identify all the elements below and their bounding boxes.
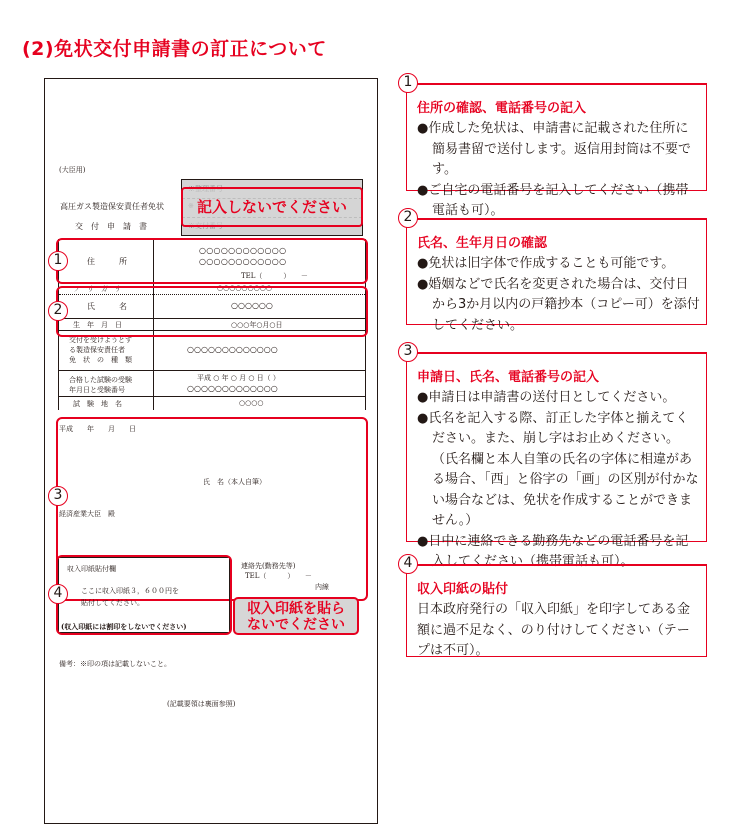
stamp-note: (収入印紙には割印をしないでください) <box>61 622 187 631</box>
address-tel: TEL（ ） － <box>241 272 308 280</box>
stamp-text-1: ここに収入印紙３，６００円を <box>81 587 179 595</box>
note-2-line-2: ●婚姻などで氏名を変更された場合は、交付日から3か月以内の戸籍抄本（コピー可）を添付してください。 <box>417 276 700 333</box>
minister-addressee: 経済産業大臣 殿 <box>59 510 115 518</box>
application-form <box>44 78 378 824</box>
stamp-title: 収入印紙貼付欄 <box>67 565 116 573</box>
note-4-title: 収入印紙の貼付 <box>417 582 509 597</box>
birth-label: 生 年 月 日 <box>73 321 122 329</box>
contact-extension: 内線 <box>315 583 329 591</box>
note-3-line-3: （氏名欄と本人自筆の氏名の字体に相違がある場合、「西」と俗字の「画」の区別が付かない場合などは、免状を作成することができません。） <box>432 451 699 528</box>
warn-no-stamp-line-2: ないでください <box>247 617 345 633</box>
site-placeholder: ○○○○ <box>239 399 264 407</box>
note-3-title: 申請日、氏名、電話番号の記入 <box>417 370 600 385</box>
contact-tel: TEL（ ） － <box>245 572 312 580</box>
address-label: 住 所 <box>87 257 127 266</box>
note-2-title: 氏名、生年月日の確認 <box>417 236 548 251</box>
site-label: 試 験 地 名 <box>73 400 122 408</box>
page-heading: (2)免状交付申請書の訂正について <box>22 38 327 60</box>
highlight-box-4 <box>56 555 232 635</box>
name-placeholder: ○○○○○○ <box>231 301 273 310</box>
note-4-line-1: 日本政府発行の「収入印紙」を印字してある金額に過不足なく、のり付けしてください（テープは不可）。 <box>417 602 691 658</box>
type-placeholder: ○○○○○○○○○○○○○ <box>187 345 278 354</box>
address-placeholder-2: ○○○○○○○○○○○○ <box>199 257 287 266</box>
type-label-2: る製造保安責任者 <box>69 346 125 354</box>
row-divider <box>59 370 365 371</box>
form-subtitle: 交 付 申 請 書 <box>75 222 147 231</box>
signature-label: 氏 名（本人自筆） <box>203 478 266 486</box>
note-2-number: 2 <box>398 208 418 228</box>
address-placeholder-1: ○○○○○○○○○○○○ <box>199 246 287 255</box>
form-footer: (記載要領は裏面参照) <box>167 700 236 708</box>
exam-label-2: 年月日と受験番号 <box>69 386 125 394</box>
note-1 <box>403 74 707 218</box>
application-date: 平成 年 月 日 <box>59 425 136 433</box>
type-label-1: 交付を受けようとす <box>69 336 132 344</box>
note-4-number: 4 <box>398 554 418 574</box>
note-3-line-4: ●日中に連絡できる勤務先などの電話番号を記入してください（携帯電話も可）。 <box>417 533 689 569</box>
note-3-line-1: ●申請日は申請書の送付日としてください。 <box>417 390 676 405</box>
note-1-line-1: ●作成した免状は、申請書に記載された住所に簡易書留で送付します。返信用封筒は不要です。 <box>417 121 691 177</box>
highlight-box-1 <box>56 238 368 284</box>
form-usage: (大臣用) <box>59 166 86 174</box>
warn-do-not-fill: 記入しないでください <box>181 187 363 227</box>
row-divider <box>59 396 365 397</box>
note-2-line-1: ●免状は旧字体で作成することも可能です。 <box>417 256 675 271</box>
form-remarks: 備考：※印の項は記載しないこと。 <box>59 660 171 668</box>
highlight-box-2 <box>56 286 368 337</box>
birth-placeholder: ○○○年○月○日 <box>231 321 283 329</box>
marker-2: 2 <box>48 301 68 321</box>
name-label: 氏 名 <box>87 302 127 311</box>
note-1-number: 1 <box>398 73 418 93</box>
note-3-line-2: ●氏名を記入する際、訂正した字体と揃えてください。また、崩し字はお止めください。 <box>417 410 689 446</box>
note-1-title: 住所の確認、電話番号の記入 <box>417 101 587 116</box>
furigana-label: フ リ ガ ナ <box>73 285 122 293</box>
warn-no-stamp <box>233 597 359 635</box>
form-title: 高圧ガス製造保安責任者免状 <box>60 202 164 211</box>
exam-number: ○○○○○○○○○○○○○ <box>187 384 278 393</box>
marker-1: 1 <box>48 251 68 271</box>
exam-label-1: 合格した試験の受験 <box>69 376 132 384</box>
type-label-3: 免 状 の 種 類 <box>69 356 132 364</box>
note-1-line-2: ●ご自宅の電話番号を記入してください（携帯電話も可）。 <box>417 182 689 218</box>
note-4 <box>403 555 707 658</box>
contact-label: 連絡先(勤務先等) <box>241 562 296 570</box>
warn-no-stamp-line-1: 収入印紙を貼ら <box>247 601 345 617</box>
furigana-placeholder: ○○○○○○○○○ <box>217 284 272 292</box>
note-3-number: 3 <box>398 342 418 362</box>
stamp-text-2: 貼付してください。 <box>81 599 144 607</box>
note-3 <box>403 343 707 569</box>
note-2 <box>403 209 707 333</box>
marker-4: 4 <box>48 584 68 604</box>
marker-3: 3 <box>48 486 68 506</box>
exam-date: 平成 ○ 年 ○ 月 ○ 日（ ） <box>197 374 280 382</box>
